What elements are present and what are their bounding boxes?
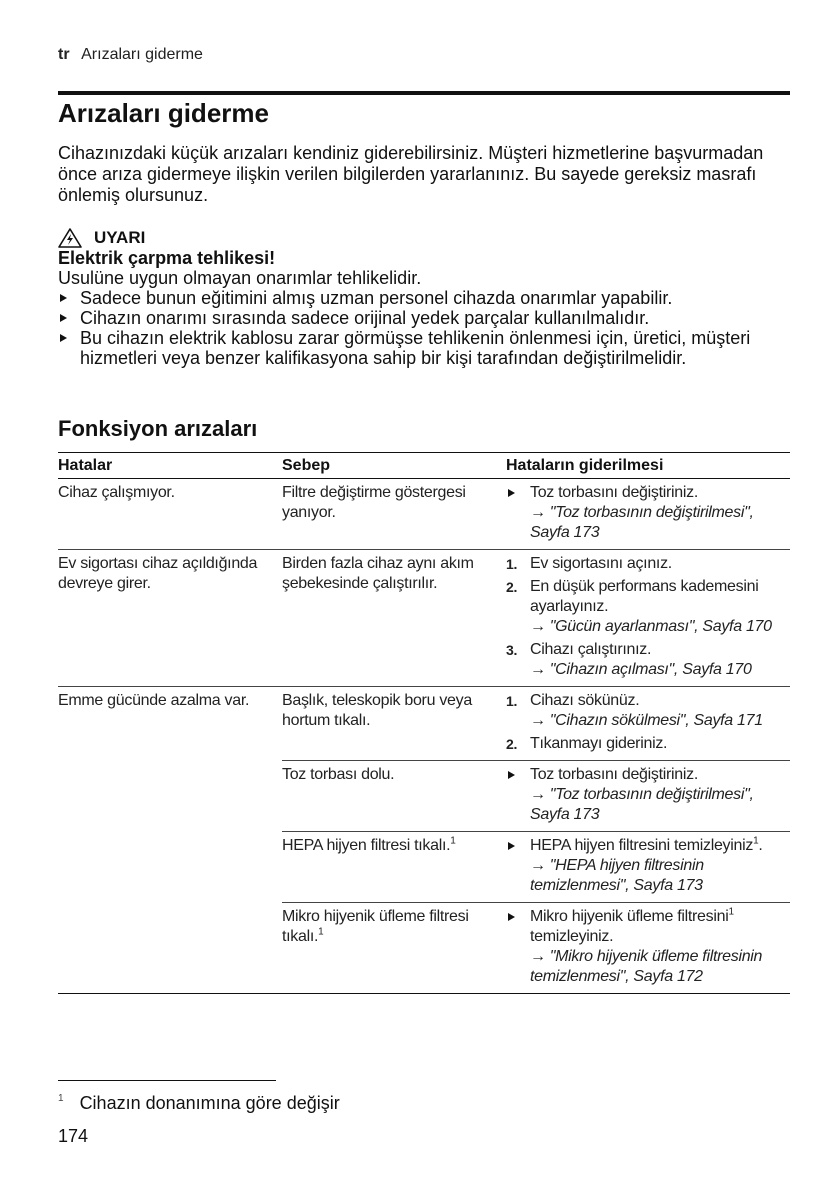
table-row bbox=[58, 832, 790, 902]
arrow-icon: → bbox=[530, 948, 546, 965]
footnote-marker: 1 bbox=[728, 906, 734, 918]
arrow-icon: → bbox=[530, 661, 546, 678]
page-number: 174 bbox=[58, 1126, 89, 1146]
warning-label: UYARI bbox=[94, 228, 146, 247]
cause-cell: Birden fazla cihaz aynı akım şebekesinde çalıştırılır. bbox=[282, 555, 474, 592]
table-row bbox=[58, 479, 790, 550]
page-reference: → "Toz torbasının değiştirilmesi", Sayfa 173 bbox=[530, 786, 754, 823]
language-code: tr bbox=[58, 46, 70, 63]
footnote-rule bbox=[58, 1080, 276, 1081]
bullet-triangle-icon bbox=[508, 771, 515, 779]
bullet-triangle-icon bbox=[508, 913, 515, 921]
bullet-triangle-icon bbox=[60, 334, 67, 342]
action-cell: Mikro hijyenik üfleme filtresini$^1$ temizleyiniz. → "Mikro hijyenik üfleme filtresinin temizlenmesi", Sayfa 172 bbox=[506, 907, 790, 987]
header-section: Arızaları giderme bbox=[81, 46, 203, 63]
warning-item: Cihazın onarımı sırasında sadece orijinal yedek parçalar kullanılmalıdır. bbox=[58, 308, 790, 328]
warning-item: Sadece bunun eğitimini almış uzman personel cihazda onarımlar yapabilir. bbox=[58, 288, 790, 308]
table-row bbox=[58, 903, 790, 994]
warning-text: Usulüne uygun olmayan onarımlar tehlikelidir. bbox=[58, 268, 422, 288]
header-fault: Hatalar bbox=[58, 457, 113, 474]
header-action: Hataların giderilmesi bbox=[506, 457, 664, 474]
warning-list bbox=[58, 288, 790, 368]
arrow-icon: → bbox=[530, 857, 546, 874]
section-title: Fonksiyon arızaları bbox=[58, 416, 258, 441]
warning-header bbox=[58, 228, 790, 248]
running-header bbox=[58, 46, 203, 64]
table-row bbox=[58, 550, 790, 687]
cause-cell: Mikro hijyenik üfleme filtresi tıkalı.$^1$ bbox=[282, 908, 469, 945]
arrow-icon: → bbox=[530, 504, 546, 521]
intro-paragraph: Cihazınızdaki küçük arızaları kendiniz giderebilirsiniz. Müşteri hizmetlerine başvurmadan önce arıza gidermeye ilişkin verilen bilgilerden yararlanınız. Bu sayede gereksiz masrafı önlemiş olursunuz. bbox=[58, 143, 764, 205]
cause-cell: HEPA hijyen filtresi tıkalı.$^1$ bbox=[282, 835, 456, 854]
arrow-icon: → bbox=[530, 712, 546, 729]
page-reference: → "Mikro hijyenik üfleme filtresinin temizlenmesi", Sayfa 172 bbox=[530, 948, 763, 985]
footnote-mark: 1 bbox=[58, 1093, 64, 1104]
warning-triangle-icon bbox=[58, 228, 82, 248]
action-cell: 1. Ev sigortasını açınız. 2. En düşük performans kademesini ayarlayınız. → "Gücün ayarlanması", Sayfa 170 3. Cihazı çalıştırınız. → "Cihazın açılması", Sayfa 170 bbox=[506, 554, 790, 680]
table-header bbox=[58, 452, 790, 479]
arrow-icon: → bbox=[530, 618, 546, 635]
cause-cell: Başlık, teleskopik boru veya hortum tıkalı. bbox=[282, 692, 472, 729]
action-cell: HEPA hijyen filtresini temizleyiniz$^1$. → "HEPA hijyen filtresinin temizlenmesi", Sayfa 173 bbox=[506, 836, 790, 896]
footnote-text: Cihazın donanımına göre değişir bbox=[79, 1093, 340, 1113]
cause-cell: Toz torbası dolu. bbox=[282, 766, 395, 783]
fault-cell: Cihaz çalışmıyor. bbox=[58, 484, 175, 501]
bullet-triangle-icon bbox=[508, 489, 515, 497]
page-reference: → "HEPA hijyen filtresinin temizlenmesi", Sayfa 173 bbox=[530, 857, 704, 894]
action-cell: Toz torbasını değiştiriniz. → "Toz torbasının değiştirilmesi", Sayfa 173 bbox=[506, 765, 790, 825]
footnote-marker: 1 bbox=[753, 835, 759, 847]
warning-box bbox=[58, 228, 790, 368]
cause-cell: Filtre değiştirme göstergesi yanıyor. bbox=[282, 484, 466, 521]
bullet-triangle-icon bbox=[508, 842, 515, 850]
table-row bbox=[58, 761, 790, 831]
page-title: Arızaları giderme bbox=[58, 98, 269, 128]
action-cell: 1. Cihazı sökünüz. → "Cihazın sökülmesi", Sayfa 171 2. Tıkanmayı gideriniz. bbox=[506, 691, 790, 754]
warning-title: Elektrik çarpma tehlikesi! bbox=[58, 248, 276, 268]
table-row bbox=[58, 687, 790, 760]
bullet-triangle-icon bbox=[60, 294, 67, 302]
arrow-icon: → bbox=[530, 786, 546, 803]
header-rule bbox=[58, 91, 790, 95]
warning-item: Bu cihazın elektrik kablosu zarar görmüşse tehlikenin önlenmesi için, üretici, müşteri hizmetleri veya benzer kalifikasyona sahip bir kişi tarafından değiştirilmelidir. bbox=[58, 328, 790, 368]
troubleshooting-table bbox=[58, 452, 790, 994]
footnote-marker: 1 bbox=[318, 926, 324, 938]
page-reference: → "Gücün ayarlanması", Sayfa 170 bbox=[530, 618, 772, 635]
fault-cell: Ev sigortası cihaz açıldığında devreye girer. bbox=[58, 555, 258, 592]
page-reference: → "Cihazın sökülmesi", Sayfa 171 bbox=[530, 712, 763, 729]
action-cell: Toz torbasını değiştiriniz. → "Toz torbasının değiştirilmesi", Sayfa 173 bbox=[506, 483, 790, 543]
footnote-marker: 1 bbox=[450, 835, 456, 847]
page-reference: → "Toz torbasının değiştirilmesi", Sayfa 173 bbox=[530, 504, 754, 541]
footnote bbox=[58, 1093, 340, 1114]
bullet-triangle-icon bbox=[60, 314, 67, 322]
page-reference: → "Cihazın açılması", Sayfa 170 bbox=[530, 661, 752, 678]
header-cause: Sebep bbox=[282, 457, 331, 474]
fault-cell: Emme gücünde azalma var. bbox=[58, 692, 250, 709]
